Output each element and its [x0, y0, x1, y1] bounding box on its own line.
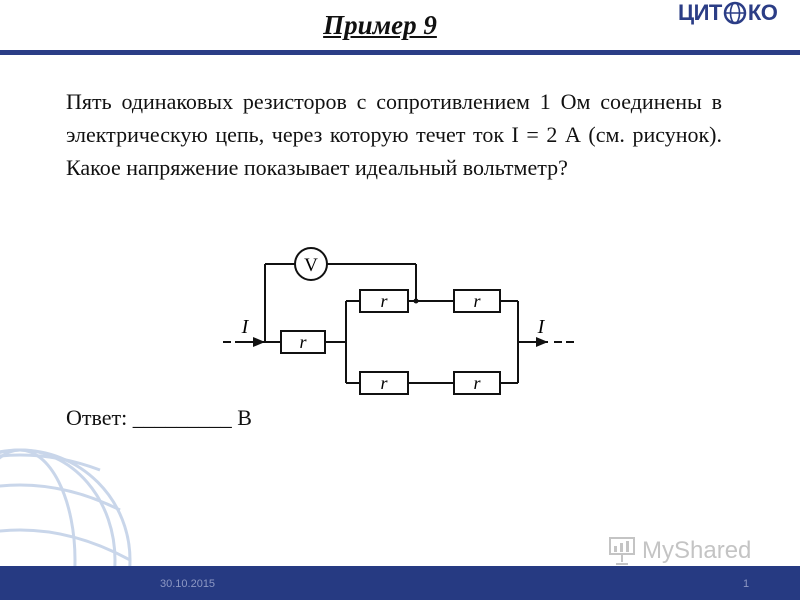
resistor-input-label: r: [299, 332, 307, 352]
problem-text: Пять одинаковых резисторов с сопротивлением 1 Ом соединены в электрическую цепь, через которую течет ток I = 2 А (см. рисунок). Какое напряжение показывает идеальный вольтметр?: [66, 89, 722, 180]
page-number: 1: [743, 578, 750, 590]
presentation-board-icon: [608, 536, 636, 566]
watermark: [608, 536, 751, 566]
globe-icon: [723, 1, 747, 25]
watermark-text: MyShared: [642, 537, 752, 564]
current-in-label: I: [241, 316, 249, 338]
current-out-arrow: [536, 337, 548, 347]
footer-date: 30.10.2015: [160, 578, 216, 590]
resistor-top-right-label: r: [473, 291, 481, 311]
voltmeter-label: V: [304, 255, 318, 276]
resistor-top-left-label: r: [380, 291, 388, 311]
current-in-arrow: [253, 337, 265, 347]
globe-decoration: [0, 440, 160, 570]
answer-line: Ответ: _________ В: [66, 405, 252, 430]
current-out-label: I: [537, 316, 545, 338]
header-divider: [0, 50, 800, 55]
circuit-diagram: [215, 238, 585, 398]
resistor-bottom-right-label: r: [473, 373, 481, 393]
slide-title: Пример 9: [323, 10, 437, 40]
logo-left-text: ЦИТ: [678, 0, 722, 25]
footer-bar: [0, 566, 800, 600]
resistor-bottom-left-label: r: [380, 373, 388, 393]
voltmeter-junction-dot: [414, 299, 419, 304]
logo-right-text: КО: [747, 0, 778, 25]
logo: [678, 0, 777, 26]
